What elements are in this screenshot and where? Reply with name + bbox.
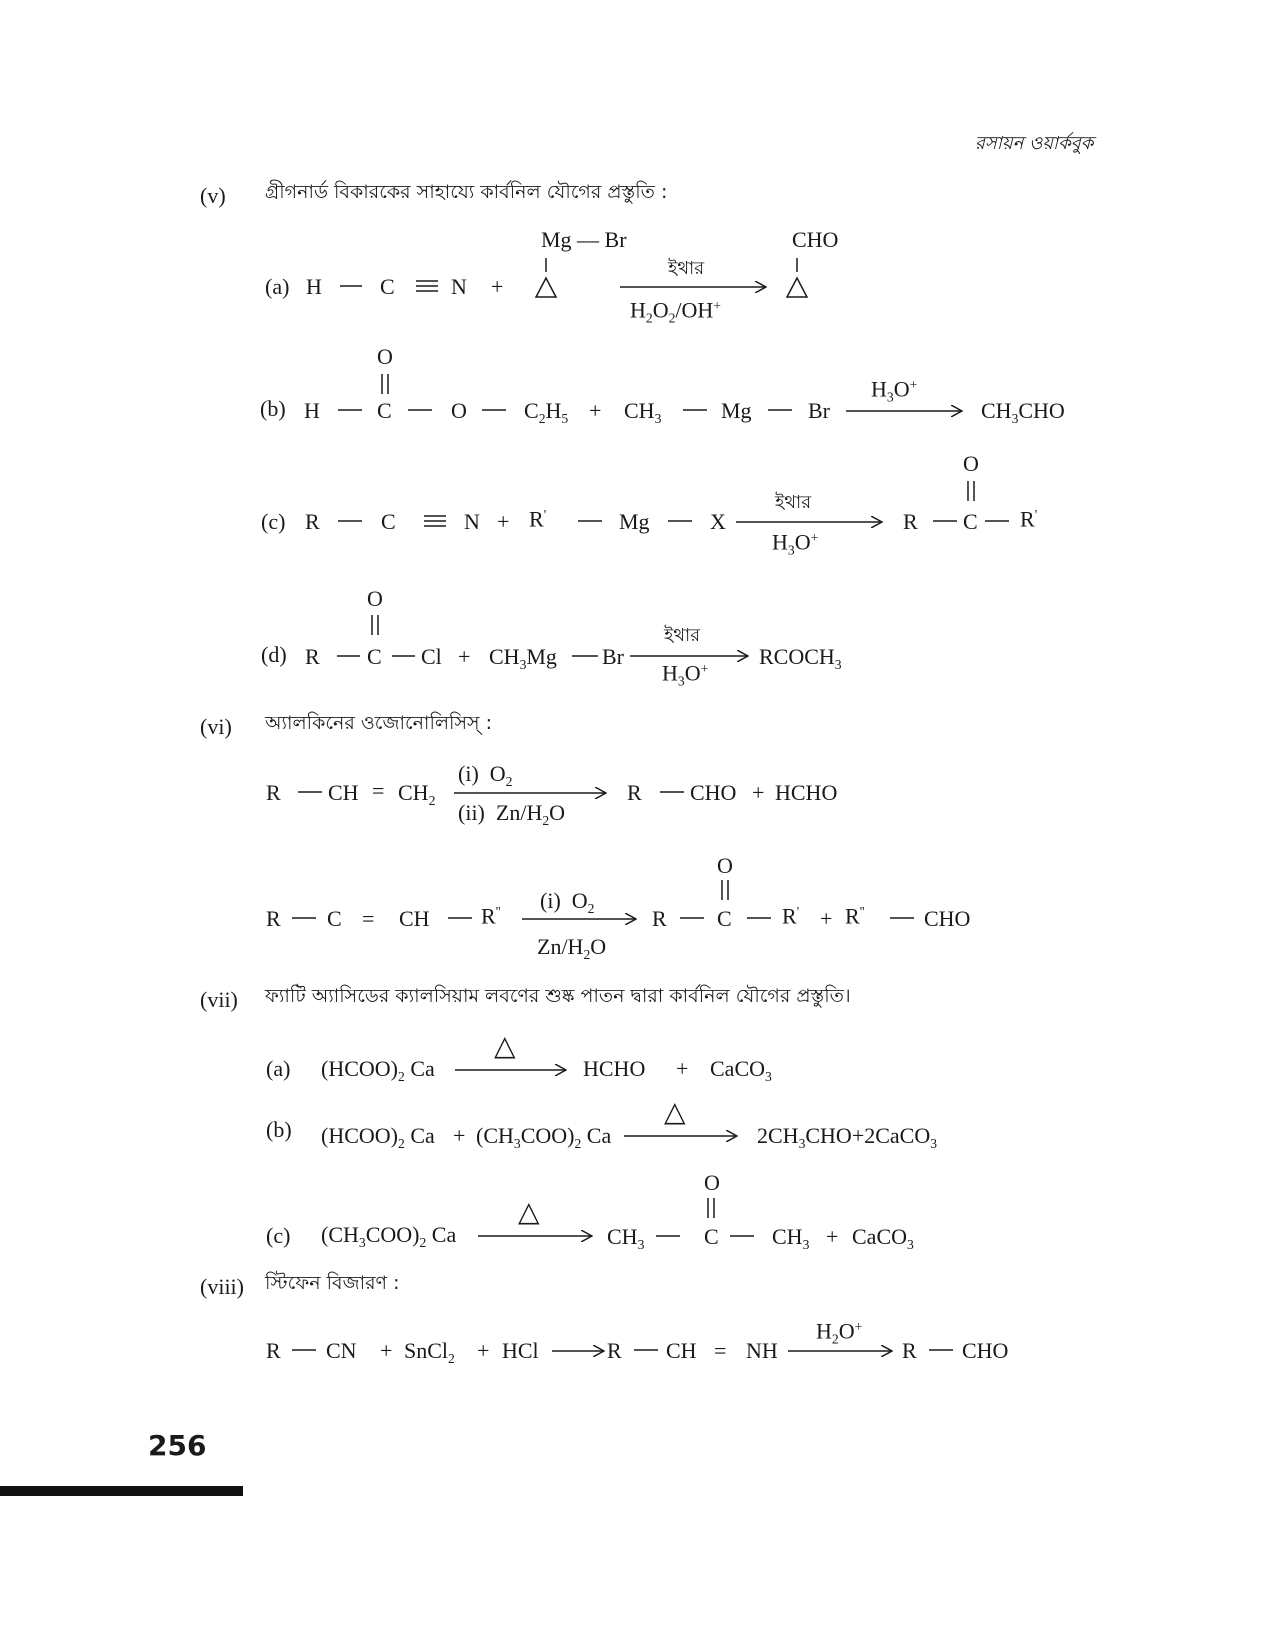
product-r: R [903,509,918,534]
product-ketone: $RCOCH_3$ [759,644,842,672]
double-bond: = [372,778,385,803]
product-r-prime: R' [782,903,800,929]
product-r-prime: R' [1020,506,1038,532]
plus-sign: + [752,780,765,805]
atom-r: R [266,906,281,931]
eq-label-viib: (b) [266,1117,292,1142]
eq-label-vd: (d) [261,642,287,667]
section-title-v: গ্রীগনার্ড বিকারকের সাহায্যে কার্বনিল যৌগের প্রস্তুতি : [265,181,668,203]
atom-mg: Mg [619,509,650,534]
running-header: রসায়ন ওয়ার্কবুক [975,133,1094,154]
product-r: R [652,906,667,931]
calcium-acetate: $(CH_3COO)_2$ Ca [476,1123,612,1151]
atom-mg: Mg [721,398,752,423]
heat-triangle-icon: △ [664,1097,686,1128]
section-label-viii: (viii) [200,1274,244,1299]
methylene: $CH_2$ [398,780,436,808]
atom-c: C [377,398,392,423]
section-title-viii: স্টিফেন বিজারণ : [265,1272,400,1294]
arrow-condition-above: ইথার [775,492,812,513]
atom-cl: Cl [421,644,442,669]
eq-label-vb: (b) [260,396,286,421]
product-hcho: HCHO [583,1056,646,1081]
product-cho: CHO [962,1338,1009,1363]
atom-h: H [304,398,320,423]
double-bond: = [714,1338,727,1363]
nitrile-cn: CN [326,1338,357,1363]
carbonyl-oxygen: O [717,853,733,878]
atom-r: R [266,780,281,805]
section-title-vii: ফ্যাটি অ্যাসিডের ক্যালসিয়াম লবণের শুষ্ক পাতন দ্বারা কার্বনিল যৌগের প্রস্তুতি। [265,985,851,1007]
products: $2CH_3CHO+2CaCO_3$ [757,1123,938,1151]
atom-r: R [266,1338,281,1363]
methyl-magnesium: $CH_3Mg$ [489,644,557,672]
arrow-condition-above: $H_3O^+$ [871,376,918,405]
step-ii: $Zn/H_2O$ [537,934,607,962]
atom-br: Br [602,644,624,669]
calcium-carbonate: CaCO$_3$ [710,1056,772,1084]
section-label-vi: (vi) [200,714,232,739]
heat-triangle-icon: △ [494,1031,516,1062]
plus-sign: + [826,1224,839,1249]
eq-label-viic: (c) [266,1223,291,1248]
product-hcho: HCHO [775,780,838,805]
plus-sign: + [380,1338,393,1363]
atom-x: X [710,509,726,534]
plus-sign: + [676,1056,689,1081]
atom-r: R [607,1338,622,1363]
product-acetaldehyde: $CH_3CHO$ [981,398,1065,426]
arrow-condition-below: $H_3O^+$ [662,660,709,689]
step-i: (i) $O_2$ [540,888,595,916]
section-title-vi: অ্যালকিনের ওজোনোলিসিস্ : [265,712,493,734]
eq-label-viia: (a) [266,1056,291,1081]
grignard-mgbr: Mg — Br [541,227,627,252]
product-r-double-prime: R'' [845,903,865,929]
plus-sign: + [477,1338,490,1363]
product-c: C [963,509,978,534]
r-prime: R' [529,506,547,532]
arrow-condition-below: $H_2O_2/OH^+$ [630,297,721,326]
product-r: R [627,780,642,805]
atom-c: C [367,644,382,669]
methyl-group: $CH_3$ [607,1224,645,1252]
atom-ch: CH [328,780,359,805]
carbonyl-oxygen: O [704,1170,720,1195]
atom-c: C [381,509,396,534]
carbonyl-oxygen: O [963,451,979,476]
step-i: (i) $O_2$ [458,761,513,789]
arrow-condition-above: ইথার [668,258,705,279]
product-cho: CHO [690,780,737,805]
arrow-condition-below: $H_3O^+$ [772,529,819,558]
calcium-acetate: $(CH_3COO)_2$ Ca [321,1222,457,1250]
calcium-formate: $(HCOO)_2$ Ca [321,1056,435,1084]
plus-sign: + [820,906,833,931]
atom-br: Br [808,398,830,423]
atom-r: R [305,644,320,669]
atom-ch: CH [666,1338,697,1363]
product-c: C [717,906,732,931]
eq-label-vc: (c) [261,509,286,534]
calcium-formate: $(HCOO)_2$ Ca [321,1123,435,1151]
section-label-vii: (vii) [200,987,238,1012]
imine-nh: NH [746,1338,778,1363]
step-ii: (ii) $Zn/H_2O$ [458,800,566,828]
atom-ch: CH [399,906,430,931]
eq-label-va: (a) [265,274,290,299]
double-bond: = [362,906,375,931]
plus-sign: + [497,509,510,534]
atom-n: N [464,509,480,534]
ethyl-group: $C_2H_5$ [524,398,569,426]
atom-c: C [327,906,342,931]
carbonyl-oxygen: O [377,344,393,369]
product-cho: CHO [792,227,839,252]
product-r: R [902,1338,917,1363]
atom-h: H [306,274,322,299]
atom-r: R [305,509,320,534]
plus-sign: + [589,398,602,423]
section-label-v: (v) [200,183,226,208]
methyl-group: $CH_3$ [772,1224,810,1252]
stannous-chloride: SnCl$_2$ [404,1338,455,1366]
r-double-prime: R'' [481,903,501,929]
plus-sign: + [458,644,471,669]
plus-sign: + [491,274,504,299]
atom-o: O [451,398,467,423]
arrow-condition-above: ইথার [664,625,701,646]
calcium-carbonate: CaCO$_3$ [852,1224,914,1252]
atom-c: C [380,274,395,299]
page-number: 256 [148,1429,207,1462]
arrow-condition-above: $H_2O^+$ [816,1318,863,1347]
heat-triangle-icon: △ [518,1197,540,1228]
product-cho: CHO [924,906,971,931]
carbonyl-oxygen: O [367,586,383,611]
atom-c: C [704,1224,719,1249]
hydrochloric-acid: HCl [502,1338,539,1363]
plus-sign: + [453,1123,466,1148]
methyl-group: $CH_3$ [624,398,662,426]
atom-n: N [451,274,467,299]
